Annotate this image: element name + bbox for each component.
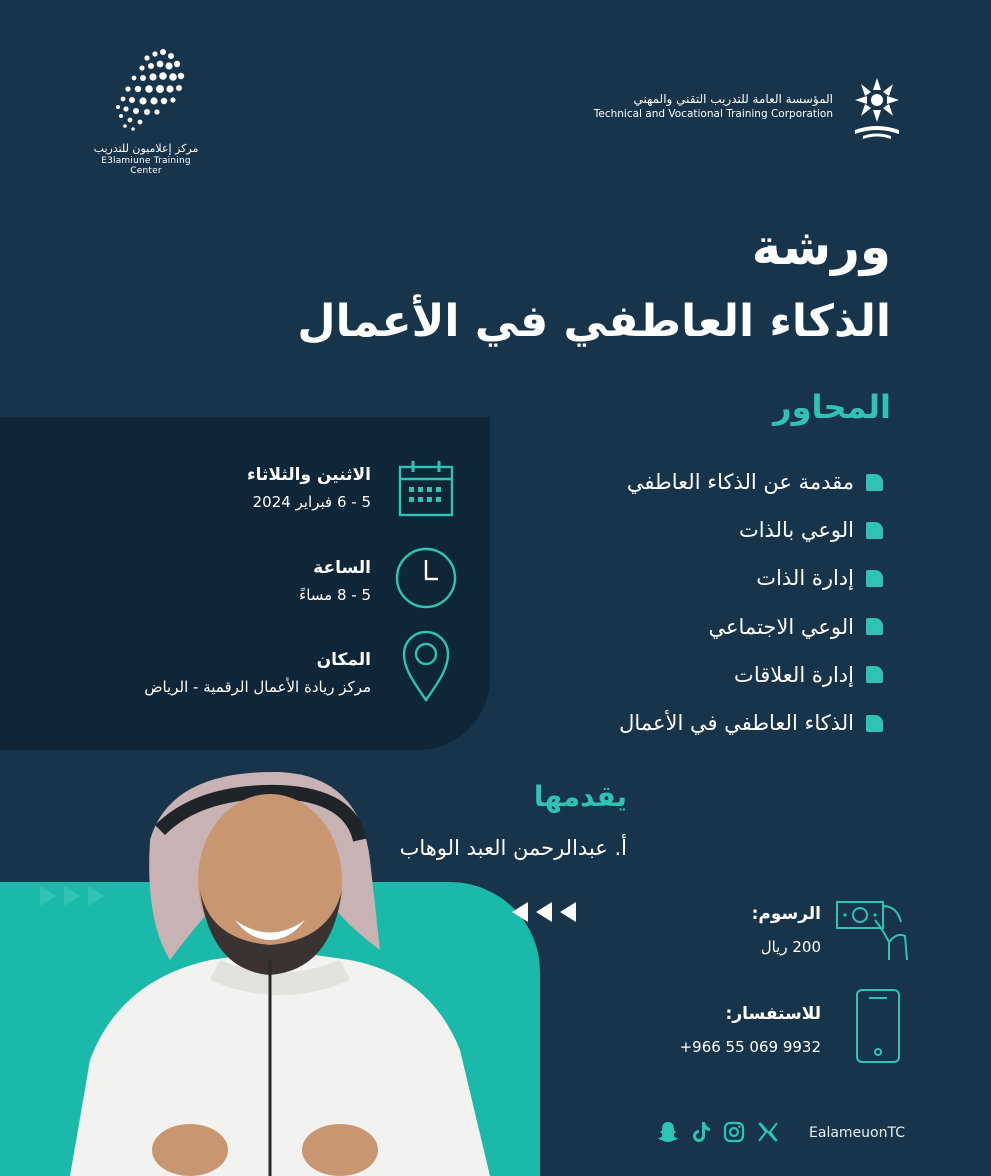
- calendar-icon: [398, 459, 454, 517]
- fees-heading: الرسوم:: [751, 904, 821, 924]
- fees-value: 200 ريال: [760, 938, 821, 956]
- fees-block: [752, 904, 821, 956]
- time-value: 5 - 8 مساءً: [299, 586, 371, 604]
- bullet-icon: [866, 474, 883, 491]
- list-item: إدارة العلاقات: [463, 651, 883, 699]
- location-pin-icon: [402, 630, 450, 702]
- title-workshop: ورشة: [751, 218, 891, 276]
- right-logo-name-en: Technical and Vocational Training Corporation: [593, 108, 833, 120]
- time-heading: الساعة: [313, 558, 371, 578]
- list-item: مقدمة عن الذكاء العاطفي: [463, 458, 883, 506]
- place-heading: المكان: [316, 650, 371, 670]
- list-item: الذكاء العاطفي في الأعمال: [463, 699, 883, 747]
- left-logo-name-ar: مركز إعلاميون للتدريب: [93, 142, 199, 155]
- date-value: 5 - 6 فبراير 2024: [252, 493, 371, 511]
- date-block: [247, 465, 371, 511]
- money-hand-icon: [835, 896, 911, 962]
- presenter-photo: [50, 770, 530, 1176]
- list-item: الوعي بالذات: [463, 506, 883, 554]
- title-topic: الذكاء العاطفي في الأعمال: [297, 296, 891, 347]
- x-twitter-icon[interactable]: [756, 1120, 780, 1144]
- bullet-icon: [866, 715, 883, 732]
- phone-icon: [855, 988, 901, 1064]
- list-item: الوعي الاجتماعي: [463, 603, 883, 651]
- bullet-icon: [866, 618, 883, 635]
- topics-list: [463, 458, 883, 747]
- snapchat-icon[interactable]: [656, 1120, 680, 1144]
- inquiry-block: [680, 1004, 821, 1056]
- presenter-heading: يقدمها: [533, 780, 627, 813]
- social-icons: [656, 1120, 780, 1144]
- clock-icon: [394, 546, 458, 610]
- date-heading: الاثنين والثلاثاء: [246, 465, 371, 485]
- left-logo-name-en: E3lamiune Training Center: [101, 156, 191, 176]
- place-value: مركز ريادة الأعمال الرقمية - الرياض: [144, 678, 371, 696]
- inquiry-heading: للاستفسار:: [725, 1004, 821, 1024]
- tiktok-icon[interactable]: [690, 1120, 712, 1144]
- axes-heading: المحاور: [773, 388, 891, 426]
- bullet-icon: [866, 570, 883, 587]
- tvtc-emblem-icon: [849, 76, 905, 140]
- tvtc-logo: [585, 76, 905, 142]
- e3lamiune-logo: [86, 44, 206, 176]
- right-logo-name-ar: المؤسسة العامة للتدريب التقني والمهني: [633, 92, 833, 106]
- bullet-icon: [866, 522, 883, 539]
- globe-logo-icon: [105, 44, 187, 136]
- bullet-icon: [866, 666, 883, 683]
- presenter-name: أ. عبدالرحمن العبد الوهاب: [399, 836, 627, 860]
- place-block: [144, 650, 371, 696]
- social-handle[interactable]: EalameuonTC: [809, 1125, 905, 1141]
- time-block: [299, 558, 371, 604]
- instagram-icon[interactable]: [722, 1120, 746, 1144]
- list-item: إدارة الذات: [463, 554, 883, 602]
- inquiry-phone: +966 55 069 9932: [679, 1038, 821, 1056]
